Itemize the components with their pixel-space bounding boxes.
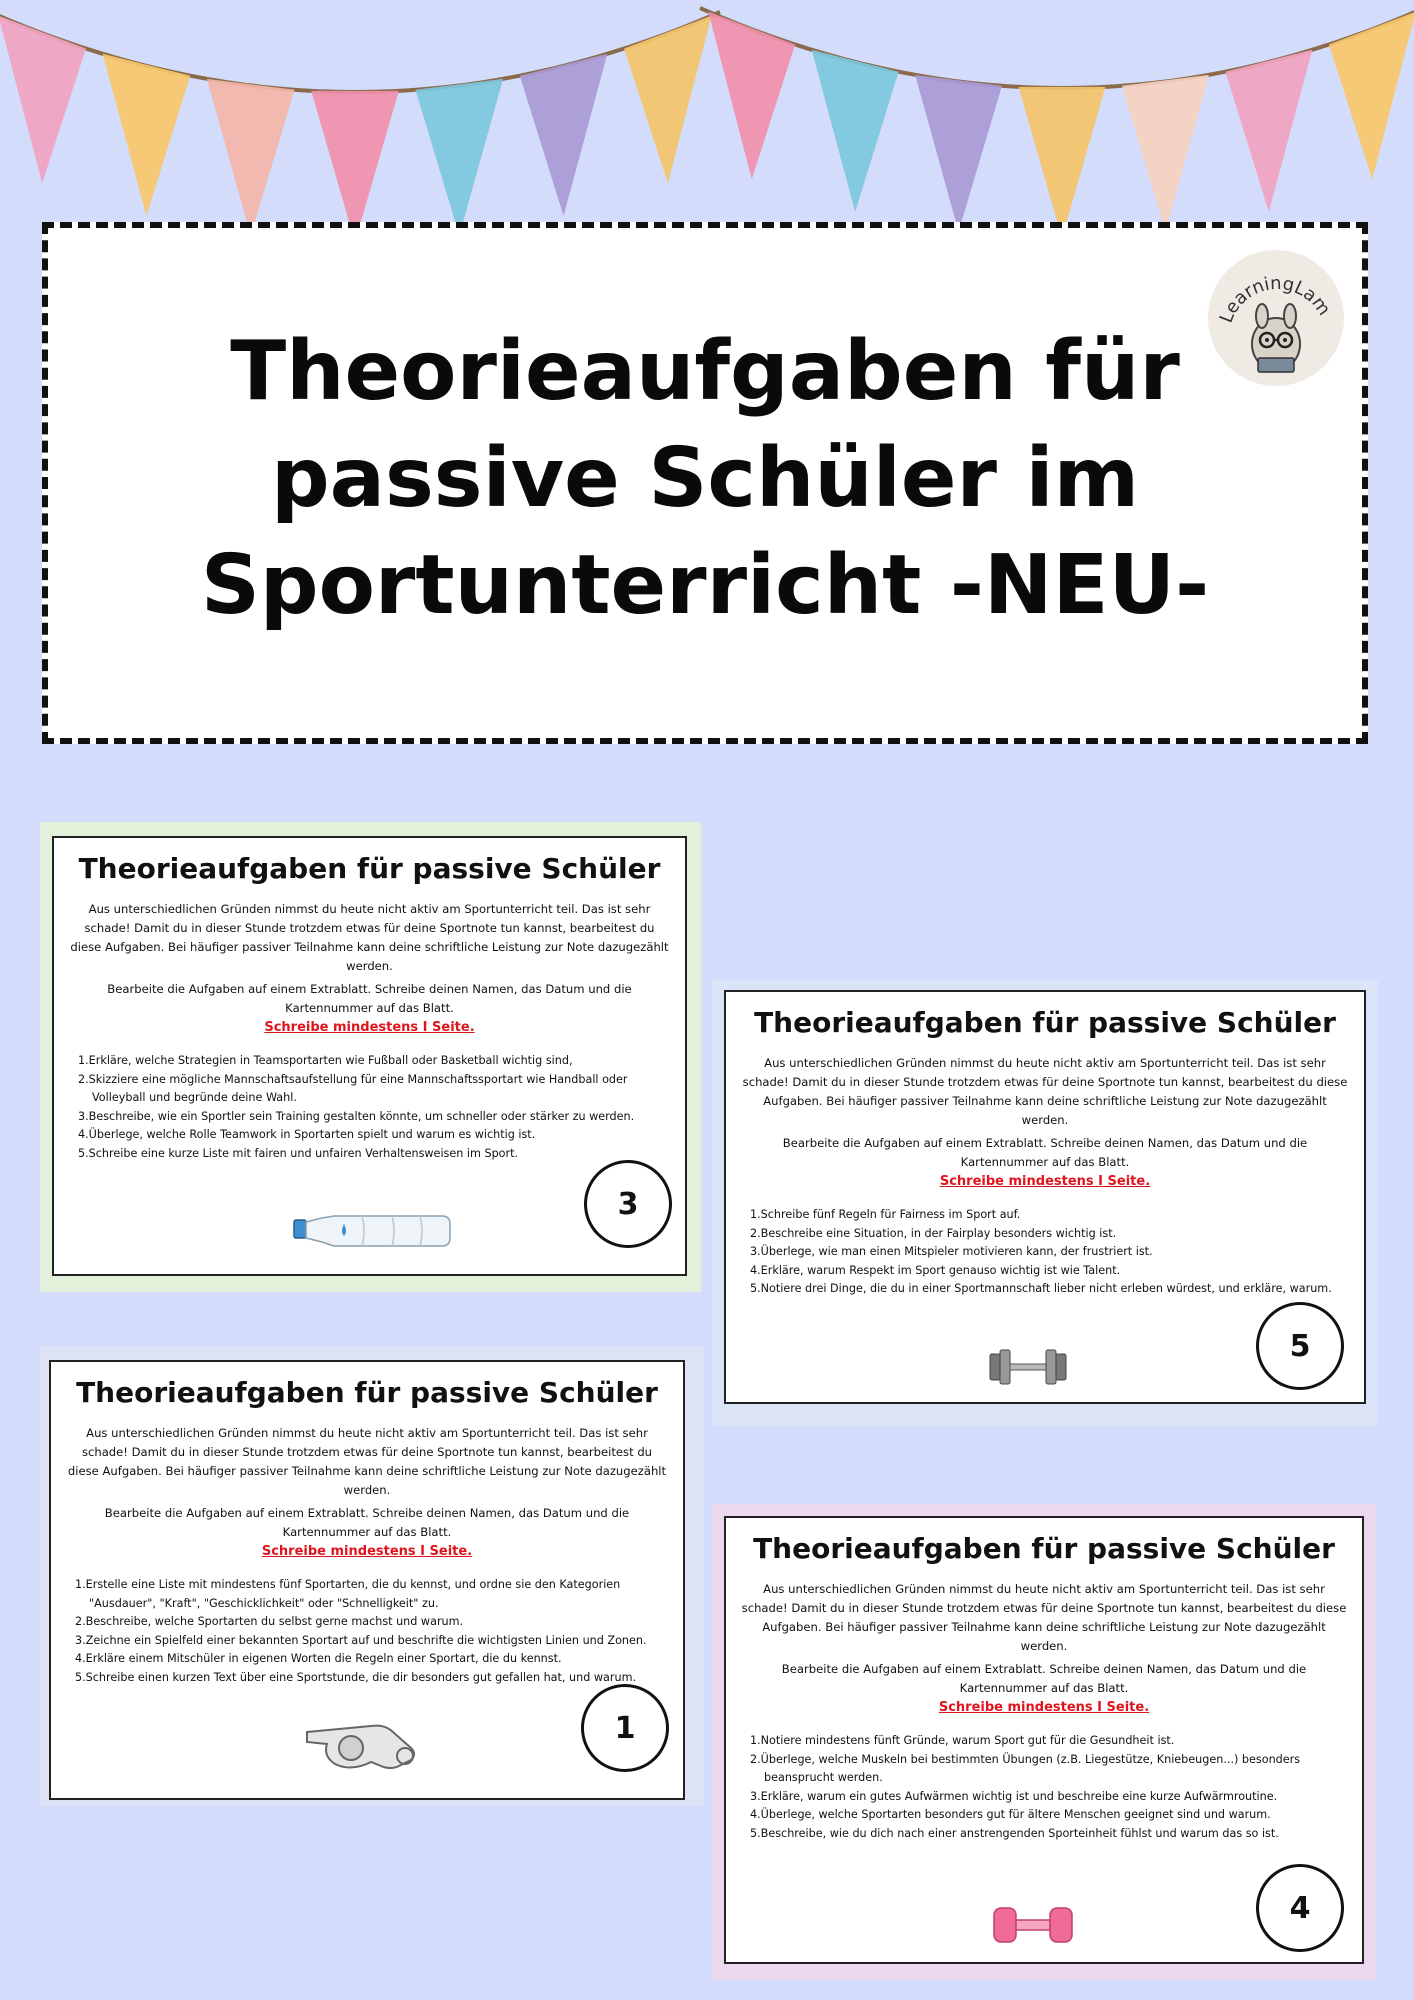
bunting-pennant — [311, 91, 399, 242]
list-item: 5.Schreibe einen kurzen Text über eine Sportstunde, die dir besonders gut gefallen hat, und warum. — [75, 1670, 637, 1684]
card-instruction — [65, 1504, 669, 1561]
list-item: 3.Überlege, wie man einen Mitspieler motivieren kann, der frustriert ist. — [750, 1245, 1153, 1258]
list-item: 3.Zeichne ein Spielfeld einer bekannten Sportart auf und beschrifte die wichtigsten Linien und Zonen. — [75, 1633, 647, 1647]
bunting-pennant — [103, 54, 191, 216]
water-bottle-icon — [292, 1208, 452, 1252]
card-intro: Aus unterschiedlichen Gründen nimmst du heute nicht aktiv am Sportunterricht teil. Das ist sehr schade! Damit du in dieser Stunde trotzdem etwas für deine Sportnote tun kannst, bearbeitest du diese Aufgaben. Bei häufiger passiver Teilnahme kann deine schriftliche Leistung zur Note dazugezählt werden. — [742, 1056, 1348, 1127]
task-list — [748, 1732, 1340, 1843]
card-intro: Aus unterschiedlichen Gründen nimmst du heute nicht aktiv am Sportunterricht teil. Das ist sehr schade! Damit du in dieser Stunde trotzdem etwas für deine Sportnote tun kannst, bearbeitest du diese Aufgaben. Bei häufiger passiver Teilnahme kann deine schriftliche Leistung zur Note dazugezählt werden. — [70, 902, 669, 973]
list-item: 3.Erkläre, warum ein gutes Aufwärmen wichtig ist und beschreibe eine kurze Aufwärmroutine. — [750, 1789, 1278, 1803]
card-title: Theorieaufgaben für passive Schüler — [754, 1006, 1336, 1039]
list-item: 3.Beschreibe, wie ein Sportler sein Training gestalten könnte, um schneller oder stärker zu werden. — [78, 1109, 635, 1123]
card-number-badge: 5 — [1256, 1302, 1344, 1390]
bunting-garland — [0, 0, 1414, 260]
list-item: 2.Beschreibe eine Situation, in der Fairplay besonders wichtig ist. — [750, 1226, 1117, 1240]
bunting-pennant — [0, 16, 86, 184]
instruction-text: Bearbeite die Aufgaben auf einem Extrablatt. Schreibe deinen Namen, das Datum und die Kartennummer auf das Blatt. — [781, 1662, 1307, 1695]
bunting-string — [700, 8, 1414, 88]
highlight-text: Schreibe mindestens I Seite. — [264, 1020, 475, 1035]
title-box — [42, 222, 1368, 744]
highlight-text: Schreibe mindestens I Seite. — [939, 1174, 1151, 1189]
list-item: 4.Erkläre einem Mitschüler in eigenen Worten die Regeln einer Sportart, die du kennst. — [75, 1652, 562, 1665]
bunting-pennant — [812, 50, 899, 212]
bunting-pennant — [624, 16, 712, 184]
main-title-line1: Theorieaufgaben für — [230, 324, 1180, 419]
bunting-pennant — [207, 79, 295, 236]
card-instruction — [740, 1134, 1350, 1191]
task-list — [76, 1052, 663, 1163]
list-item: 2.Beschreibe, welche Sportarten du selbst gerne machst und warum. — [75, 1615, 464, 1628]
card-1-wrapper — [40, 1346, 704, 1806]
card-number-badge: 4 — [1256, 1864, 1344, 1952]
list-item: 1.Erstelle eine Liste mit mindestens fünf Sportarten, die du kennst, und ordne sie den Kategorien "Ausdauer", "Kraft", "Geschicklichkeit" oder "Schnelligkeit" zu. — [75, 1578, 621, 1610]
card-title: Theorieaufgaben für passive Schüler — [76, 1376, 658, 1409]
main-title-line3: Sportunterricht -NEU- — [200, 538, 1210, 633]
learninglama-logo — [1208, 250, 1344, 386]
instruction-text: Bearbeite die Aufgaben auf einem Extrablatt. Schreibe deinen Namen, das Datum und die Kartennummer auf das Blatt. — [104, 1506, 630, 1539]
card-title: Theorieaufgaben für passive Schüler — [753, 1532, 1335, 1565]
card-intro: Aus unterschiedlichen Gründen nimmst du heute nicht aktiv am Sportunterricht teil. Das ist sehr schade! Damit du in dieser Stunde trotzdem etwas für deine Sportnote tun kannst, bearbeitest du diese Aufgaben. Bei häufiger passiver Teilnahme kann deine schriftliche Leistung zur Note dazugezählt werden. — [67, 1426, 667, 1497]
bunting-pennant — [415, 79, 503, 236]
list-item: 4.Überlege, welche Sportarten besonders gut für ältere Menschen geeignet sind und warum. — [750, 1808, 1271, 1821]
instruction-text: Bearbeite die Aufgaben auf einem Extrablatt. Schreibe deinen Namen, das Datum und die Kartennummer auf das Blatt. — [782, 1136, 1308, 1169]
bunting-pennant — [915, 75, 1002, 232]
card-title: Theorieaufgaben für passive Schüler — [78, 852, 661, 885]
highlight-text: Schreibe mindestens I Seite. — [938, 1700, 1150, 1715]
list-item: 2.Überlege, welche Muskeln bei bestimmten Übungen (z.B. Liegestütze, Kniebeugen...) besonders beansprucht werden. — [750, 1752, 1301, 1784]
bunting-pennant — [1225, 50, 1312, 212]
card-4-wrapper — [712, 1504, 1376, 1980]
list-item: 1.Schreibe fünf Regeln für Fairness im Sport auf. — [750, 1208, 1021, 1221]
dumbbell-icon — [992, 1900, 1074, 1950]
card-3-wrapper — [40, 822, 701, 1292]
card-number-badge: 1 — [581, 1684, 669, 1772]
bunting-string — [0, 12, 720, 92]
bunting-pennant — [1019, 87, 1106, 238]
list-item: 5.Notiere drei Dinge, die du in einer Sportmannschaft lieber nicht erleben würdest, und erkläre, warum. — [750, 1282, 1332, 1295]
barbell-icon — [988, 1344, 1068, 1390]
list-item: 4.Erkläre, warum Respekt im Sport genauso wichtig ist wie Talent. — [750, 1263, 1121, 1277]
bunting-pennant — [1329, 12, 1414, 180]
card-4 — [724, 1516, 1364, 1964]
card-5-wrapper — [712, 980, 1378, 1426]
card-instruction — [68, 980, 671, 1037]
bunting-pennant — [708, 12, 795, 180]
card-3 — [52, 836, 687, 1276]
card-intro: Aus unterschiedlichen Gründen nimmst du heute nicht aktiv am Sportunterricht teil. Das ist sehr schade! Damit du in dieser Stunde trotzdem etwas für deine Sportnote tun kannst, bearbeitest du diese Aufgaben. Bei häufiger passiver Teilnahme kann deine schriftliche Leistung zur Note dazugezählt werden. — [741, 1582, 1347, 1653]
main-title-line2: passive Schüler im — [270, 431, 1140, 526]
list-item: 4.Überlege, welche Rolle Teamwork in Sportarten spielt und warum es wichtig ist. — [78, 1128, 536, 1141]
list-item: 2.Skizziere eine mögliche Mannschaftsaufstellung für eine Mannschaftssportart wie Handball oder Volleyball und begründe deine Wahl. — [78, 1072, 628, 1104]
card-1 — [49, 1360, 685, 1800]
logo-text: LearningLam — [1215, 272, 1335, 326]
bunting-pennant — [1122, 75, 1209, 232]
highlight-text: Schreibe mindestens I Seite. — [261, 1544, 473, 1559]
instruction-text: Bearbeite die Aufgaben auf einem Extrablatt. Schreibe deinen Namen, das Datum und die Kartennummer auf das Blatt. — [107, 982, 632, 1015]
card-instruction — [740, 1660, 1348, 1717]
task-list — [73, 1576, 661, 1687]
llama-logo-icon — [1208, 250, 1344, 386]
card-number-badge: 3 — [584, 1160, 672, 1248]
main-title — [48, 318, 1362, 639]
list-item: 1.Notiere mindestens fünft Gründe, warum Sport gut für die Gesundheit ist. — [750, 1734, 1175, 1747]
bunting-pennant — [520, 54, 608, 216]
card-5 — [724, 990, 1366, 1404]
whistle-icon — [301, 1718, 421, 1778]
task-list — [748, 1206, 1342, 1299]
list-item: 5.Schreibe eine kurze Liste mit fairen und unfairen Verhaltensweisen im Sport. — [78, 1146, 519, 1160]
list-item: 5.Beschreibe, wie du dich nach einer anstrengenden Sporteinheit fühlst und warum das so ist. — [750, 1826, 1279, 1840]
list-item: 1.Erkläre, welche Strategien in Teamsportarten wie Fußball oder Basketball wichtig sind, — [78, 1054, 573, 1067]
